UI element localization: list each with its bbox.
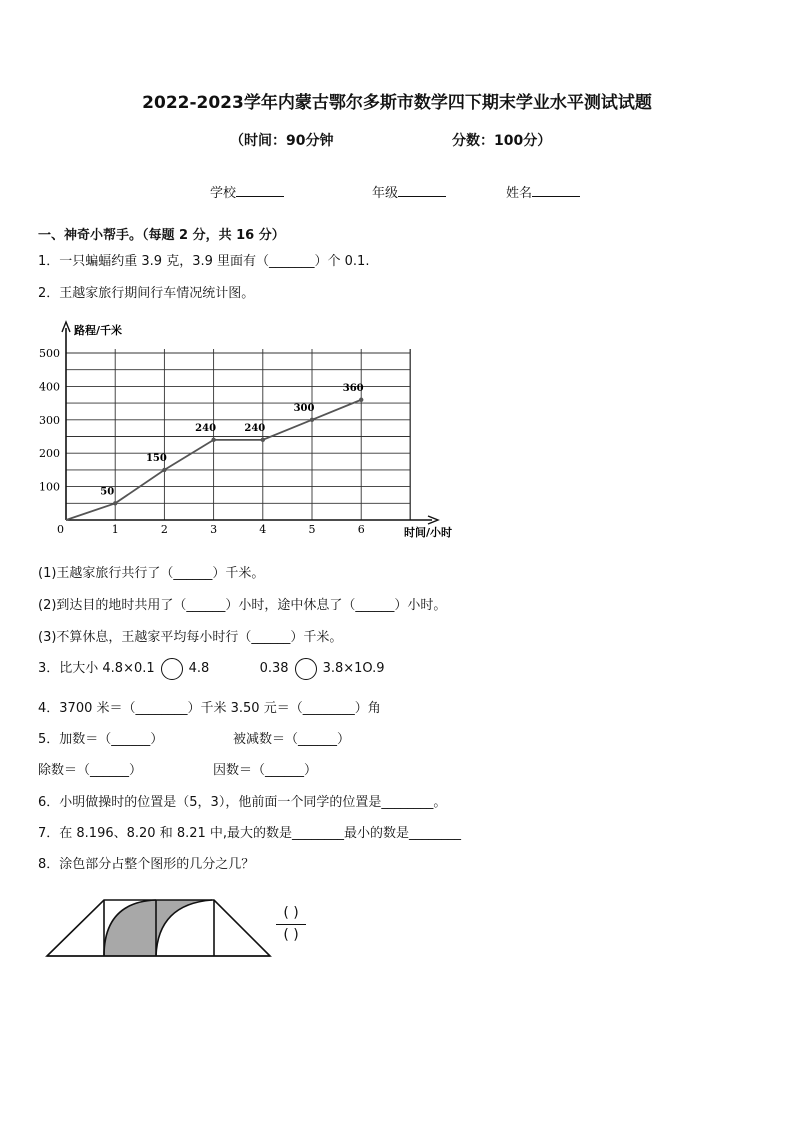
fraction-bar: [276, 924, 306, 925]
name-blank[interactable]: [532, 184, 580, 197]
page-title: 2022-2023学年内蒙古鄂尔多斯市数学四下期末学业水平测试试题: [142, 93, 652, 113]
data-label: 240: [244, 422, 266, 434]
data-point: [113, 501, 117, 505]
data-point: [261, 438, 265, 442]
compare-circle-1[interactable]: [161, 658, 183, 680]
exam-score: 分数：100分）: [452, 133, 552, 149]
grade-field: [372, 182, 446, 201]
fraction-denominator[interactable]: ( ): [283, 927, 299, 943]
y-tick-label: 300: [39, 413, 60, 427]
question-5d: 因数＝（______）: [213, 763, 318, 778]
question-6: 6．小明做操时的位置是（5，3），他前面一个同学的位置是________。: [38, 795, 447, 810]
compare-circle-2[interactable]: [295, 658, 317, 680]
school-blank[interactable]: [236, 184, 284, 197]
data-label: 240: [195, 422, 217, 434]
question-2: 2．王越家旅行期间行车情况统计图。: [38, 286, 255, 301]
question-2-1: (1)王越家旅行共行了（______）千米。: [38, 566, 265, 581]
fraction-answer: [276, 904, 306, 945]
question-1: 1．一只蝙蝠约重 3.9 克，3.9 里面有（_______）个 0.1.: [38, 254, 370, 269]
q3-b-right: 3.8×1O.9: [322, 661, 385, 676]
question-5a: 5．加数＝（______）: [38, 732, 164, 747]
y-axis-title: 路程/千米: [74, 324, 123, 337]
grade-label: 年级: [372, 186, 399, 201]
school-label: 学校: [210, 186, 237, 201]
q3-prefix: 3．比大小 4.8×0.1: [38, 661, 155, 676]
y-tick-label: 400: [39, 380, 60, 394]
question-5b: 被减数＝（______）: [233, 732, 351, 747]
data-point: [162, 468, 166, 472]
name-label: 姓名: [506, 186, 533, 201]
data-label: 50: [100, 486, 115, 498]
data-point: [310, 418, 314, 422]
x-tick-label: 6: [357, 523, 365, 536]
chart-series: [66, 398, 363, 520]
x-tick-label: 3: [210, 523, 218, 536]
name-field: [506, 182, 580, 201]
q3-a-right: 4.8: [188, 661, 210, 676]
x-tick-label: 1: [111, 523, 119, 536]
grade-blank[interactable]: [398, 184, 446, 197]
y-tick-label: 200: [39, 447, 60, 461]
trapezoid-figure: [44, 896, 276, 960]
data-point: [211, 438, 215, 442]
x-tick-label: 5: [308, 523, 316, 536]
data-point: [359, 398, 363, 402]
travel-distance-chart: [30, 318, 480, 546]
question-7: 7．在 8.196、8.20 和 8.21 中,最大的数是________最小的数是________: [38, 826, 462, 841]
x-tick-label: 0: [57, 523, 64, 536]
x-tick-label: 2: [160, 523, 168, 536]
question-2-2: (2)到达目的地时共用了（______）小时，途中休息了（______）小时。: [38, 598, 447, 613]
y-tick-label: 100: [39, 480, 60, 494]
question-8: 8．涂色部分占整个图形的几分之几？: [38, 857, 255, 872]
x-tick-label: 4: [259, 523, 267, 536]
q3-b-left: 0.38: [259, 661, 289, 676]
data-label: 300: [293, 402, 315, 414]
school-field: [210, 182, 284, 201]
fraction-numerator[interactable]: ( ): [283, 905, 299, 921]
question-2-3: (3)不算休息，王越家平均每小时行（______）千米。: [38, 630, 343, 645]
chart-labels: [39, 323, 452, 539]
data-label: 150: [145, 452, 167, 464]
question-4: 4．3700 米＝（________）千米 3.50 元＝（________）角: [38, 701, 381, 716]
y-tick-label: 500: [39, 347, 60, 360]
question-5c: 除数＝（______）: [38, 763, 143, 778]
data-label: 360: [342, 382, 364, 394]
section-heading: 一、神奇小帮手。（每题 2 分，共 16 分）: [38, 228, 285, 243]
question-3: [38, 657, 385, 680]
exam-time: （时间：90分钟: [230, 133, 334, 149]
x-axis-title: 时间/小时: [404, 526, 453, 539]
chart-grid: [66, 349, 410, 520]
